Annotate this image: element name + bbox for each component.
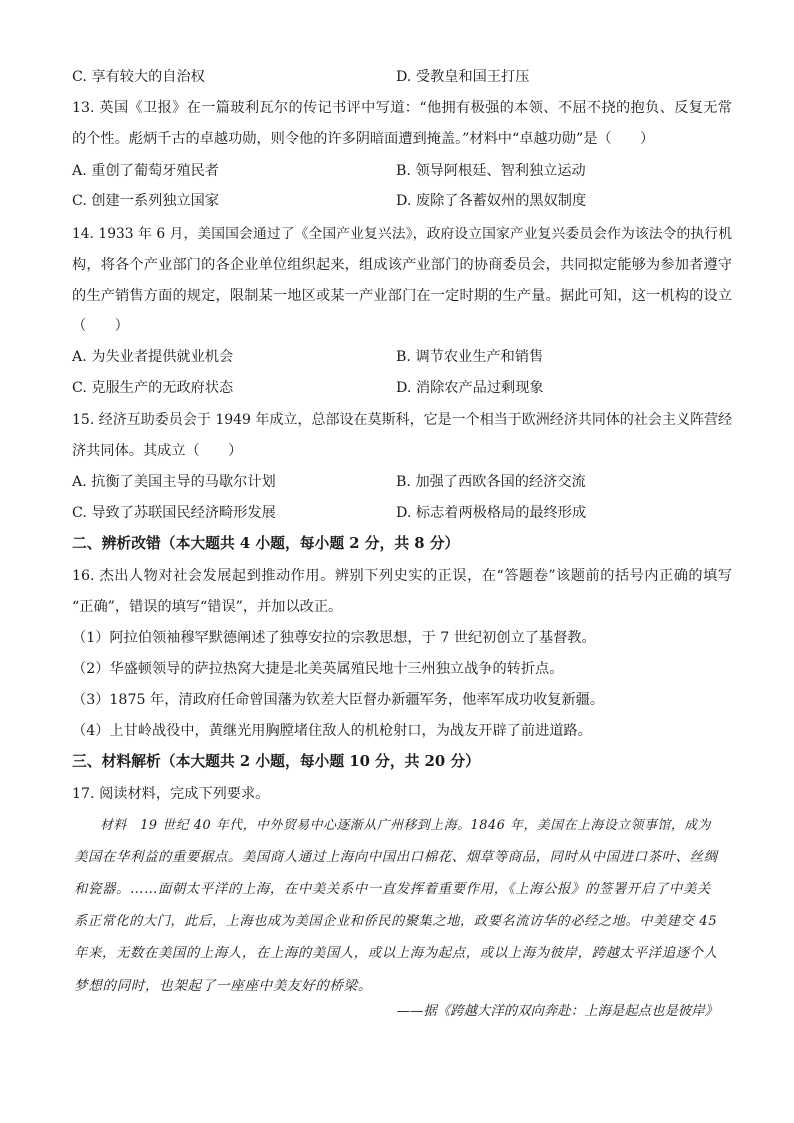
q17-material-line5: 年来，无数在美国的上海人，在上海的美国人，或以上海为起点，或以上海为彼岸，跨越太平洋追逐个人 bbox=[74, 946, 718, 961]
q17-material-line2: 美国在华利益的重要据点。美国商人通过上海向中国出口棉花、烟草等商品，同时从中国进口茶叶、丝绸 bbox=[74, 850, 718, 865]
q13-stem-line1: 13. 英国《卫报》在一篇玻利瓦尔的传记书评中写道：“他拥有极强的本领、不屈不挠的抱负、反复无常 bbox=[72, 100, 732, 116]
q14-option-b: B. 调节农业生产和销售 bbox=[396, 349, 544, 365]
section2-heading: 二、辨析改错（本大题共 4 小题，每小题 2 分，共 8 分） bbox=[72, 535, 460, 552]
q15-stem-line2: 济共同体。其成立（ ） bbox=[72, 443, 243, 459]
q15-stem-line1: 15. 经济互助委员会于 1949 年成立，总部设在莫斯科，它是一个相当于欧洲经济共同体的社会主义阵营经 bbox=[72, 412, 732, 428]
q13-option-d: D. 废除了各蓄奴州的黑奴制度 bbox=[396, 193, 587, 209]
q16-stem-line2: “正确”，错误的填写“错误”，并加以改正。 bbox=[72, 599, 343, 615]
q17-material-line4: 系正常化的大门，此后，上海也成为美国企业和侨民的聚集之地，政要名流访华的必经之地。中美建交 45 bbox=[74, 914, 718, 929]
q16-item-4: （4）上甘岭战役中，黄继光用胸膛堵住敌人的机枪射口，为战友开辟了前进道路。 bbox=[72, 723, 592, 739]
q16-stem-line1: 16. 杰出人物对社会发展起到推动作用。辨别下列史实的正误，在“答题卷”该题前的括号内正确的填写 bbox=[72, 568, 732, 584]
q14-stem-line4: （ ） bbox=[72, 318, 129, 334]
q14-stem-line1: 14. 1933 年 6 月，美国国会通过了《全国产业复兴法》，政府设立国家产业复兴委员会作为该法令的执行机 bbox=[72, 226, 732, 242]
q15-option-b: B. 加强了西欧各国的经济交流 bbox=[396, 474, 586, 490]
q15-option-d: D. 标志着两极格局的最终形成 bbox=[396, 505, 587, 521]
q14-option-c: C. 克服生产的无政府状态 bbox=[72, 380, 234, 396]
q13-option-a: A. 重创了葡萄牙殖民者 bbox=[72, 163, 219, 179]
q13-stem-line2: 的个性。彪炳千古的卓越功勋，则令他的许多阴暗面遭到掩盖。”材料中“卓越功勋”是（ ） bbox=[72, 131, 655, 147]
q17-material-line1: 材料 19 世纪 40 年代，中外贸易中心逐渐从广州移到上海。1846 年，美国在上海设立领事馆，成为 bbox=[100, 818, 712, 833]
q14-option-a: A. 为失业者提供就业机会 bbox=[72, 349, 234, 365]
q17-source: ——据《跨越大洋的双向奔赴：上海是起点也是彼岸》 bbox=[396, 1004, 718, 1019]
q14-option-d: D. 消除农产品过剩现象 bbox=[396, 380, 544, 396]
q13-option-c: C. 创建一系列独立国家 bbox=[72, 193, 220, 209]
q15-option-c: C. 导致了苏联国民经济畸形发展 bbox=[72, 505, 276, 521]
section3-heading: 三、材料解析（本大题共 2 小题，每小题 10 分，共 20 分） bbox=[72, 753, 480, 770]
q14-stem-line2: 构，将各个产业部门的各企业单位组织起来，组成该产业部门的协商委员会，共同拟定能够为参加者遵守 bbox=[72, 257, 732, 273]
q12-option-d: D. 受教皇和国王打压 bbox=[396, 69, 530, 85]
q16-item-2: （2）华盛顿领导的萨拉热窝大捷是北美英属殖民地十三州独立战争的转折点。 bbox=[72, 661, 564, 677]
q17-material-line3: 和瓷器。……面朝太平洋的上海，在中美关系中一直发挥着重要作用，《上海公报》的签署开启了中美关 bbox=[74, 882, 711, 897]
q13-option-b: B. 领导阿根廷、智利独立运动 bbox=[396, 163, 586, 179]
q17-stem: 17. 阅读材料，完成下列要求。 bbox=[72, 786, 270, 802]
q14-stem-line3: 的生产销售方面的规定，限制某一地区或某一产业部门在一定时期的生产量。据此可知，这一机构的设立 bbox=[72, 288, 732, 304]
q16-item-3: （3）1875 年，清政府任命曾国藩为钦差大臣督办新疆军务，他率军成功收复新疆。 bbox=[72, 692, 605, 708]
q15-option-a: A. 抗衡了美国主导的马歇尔计划 bbox=[72, 474, 276, 490]
q16-item-1: （1）阿拉伯领袖穆罕默德阐述了独尊安拉的宗教思想，于 7 世纪初创立了基督教。 bbox=[72, 630, 596, 646]
q17-material-line6: 梦想的同时，也架起了一座座中美友好的桥梁。 bbox=[74, 978, 373, 994]
q12-option-c: C. 享有较大的自治权 bbox=[72, 69, 205, 85]
